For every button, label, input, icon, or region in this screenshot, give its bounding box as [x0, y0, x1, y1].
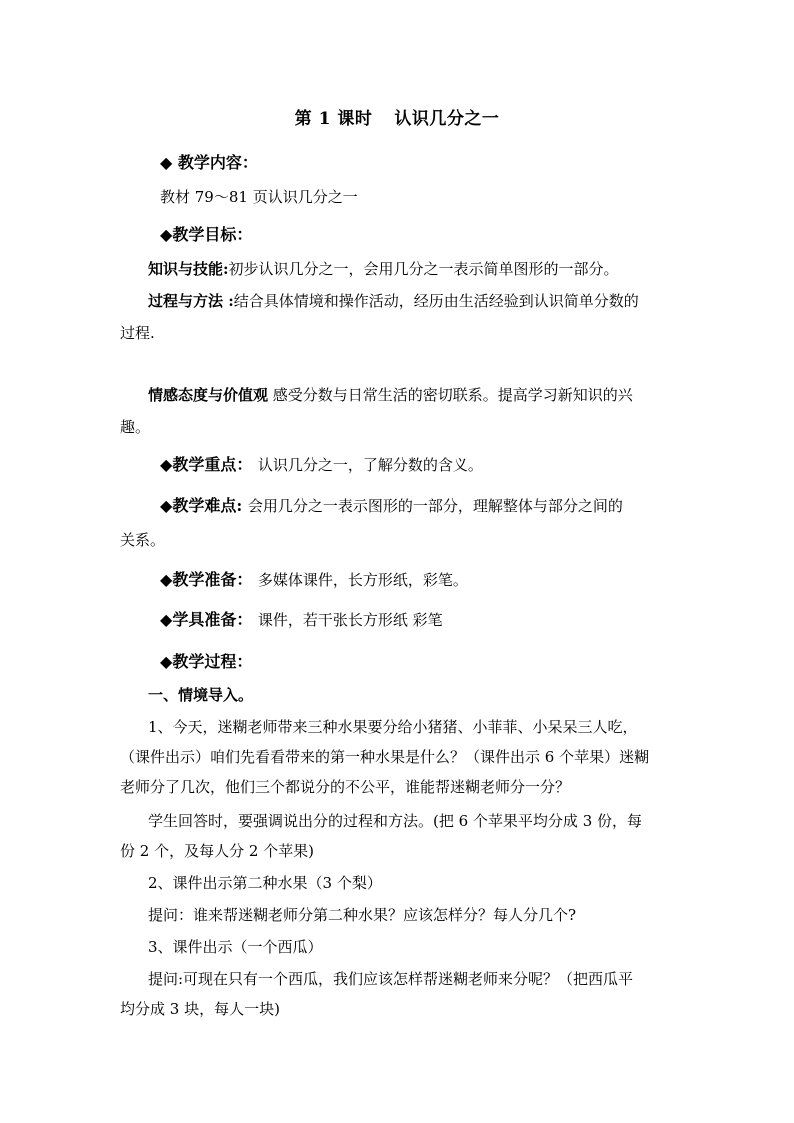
emotion-line-2: 趣。	[120, 418, 151, 436]
section-tools-text: 课件，若干张长方形纸 彩笔	[257, 611, 443, 629]
section-key-label: 教学重点：	[172, 455, 253, 474]
step2-question: 提问：谁来帮迷糊老师分第二种水果？应该怎样分？每人分几个?	[148, 906, 577, 924]
step1-line-3: 老师分了几次，他们三个都说分的不公平，谁能帮迷糊老师分一分？	[120, 778, 571, 796]
process-line-1	[148, 290, 639, 311]
section-difficulty-text-1: 会用几分之一表示图形的一部分，理解整体与部分之间的	[247, 497, 623, 515]
diamond-bullet-icon: ◆	[160, 153, 173, 172]
knowledge-text: 初步认识几分之一，会用几分之一表示简单图形的一部分。	[228, 260, 619, 278]
process-label: 过程与方法 :	[148, 292, 234, 310]
section-difficulty-heading	[160, 493, 623, 516]
section-goals-heading	[160, 222, 252, 245]
process-text-1: 结合具体情境和操作活动，经历由生活经验到认识简单分数的	[233, 292, 639, 310]
step2-line: 2、课件出示第二种水果（3 个梨）	[148, 874, 382, 892]
section-key-heading	[160, 452, 483, 475]
step1-line-1: 1、今天，迷糊老师带来三种水果要分给小猪猪、小菲菲、小呆呆三人吃，	[148, 718, 638, 736]
lesson-title	[0, 104, 794, 129]
step3-question-line-1: 提问:可现在只有一个西瓜，我们应该怎样帮迷糊老师来分呢？（把西瓜平	[148, 970, 634, 988]
step3-line: 3、课件出示（一个西瓜）	[148, 938, 323, 956]
section-content-text: 教材 79～81 页认识几分之一	[160, 188, 358, 206]
step1-answer-line-2: 份 2 个，及每人分 2 个苹果)	[120, 842, 315, 860]
knowledge-label: 知识与技能:	[148, 260, 229, 278]
step3-question-line-2: 均分成 3 块，每人一块)	[120, 1000, 280, 1018]
step1-line-2: （课件出示）咱们先看看带来的第一种水果是什么？（课件出示 6 个苹果）迷糊	[120, 748, 650, 766]
section-difficulty-text-2: 关系。	[120, 531, 166, 549]
emotion-text-1: 感受分数与日常生活的密切联系。提高学习新知识的兴	[272, 386, 633, 404]
diamond-bullet-icon: ◆	[160, 610, 173, 629]
section-content-heading	[160, 150, 258, 173]
process-line-2: 过程.	[120, 324, 155, 342]
diamond-bullet-icon: ◆	[160, 570, 173, 589]
step1-answer-line-1: 学生回答时，要强调说出分的过程和方法。(把 6 个苹果平均分成 3 份，每	[148, 812, 643, 830]
section-key-text: 认识几分之一，了解分数的含义。	[257, 456, 483, 474]
knowledge-line	[148, 258, 619, 279]
emotion-label: 情感态度与价值观	[148, 386, 269, 404]
intro-heading: 一、情境导入。	[148, 686, 254, 704]
diamond-bullet-icon: ◆	[160, 496, 173, 515]
section-tools-heading	[160, 607, 443, 630]
diamond-bullet-icon: ◆	[160, 225, 173, 244]
diamond-bullet-icon: ◆	[160, 652, 173, 671]
section-tools-label: 学具准备：	[172, 610, 253, 629]
section-goals-label: 教学目标：	[172, 225, 253, 244]
lesson-number: 第 1 课时	[294, 109, 373, 129]
section-difficulty-label: 教学难点:	[172, 496, 243, 515]
section-procedure-heading	[160, 649, 252, 672]
section-prep-heading	[160, 567, 468, 590]
section-prep-text: 多媒体课件，长方形纸，彩笔。	[257, 571, 468, 589]
section-content-label: 教学内容：	[177, 153, 258, 172]
lesson-topic: 认识几分之一	[394, 109, 500, 129]
section-prep-label: 教学准备：	[172, 570, 253, 589]
section-procedure-label: 教学过程：	[172, 652, 253, 671]
emotion-line-1	[148, 384, 633, 405]
diamond-bullet-icon: ◆	[160, 455, 173, 474]
